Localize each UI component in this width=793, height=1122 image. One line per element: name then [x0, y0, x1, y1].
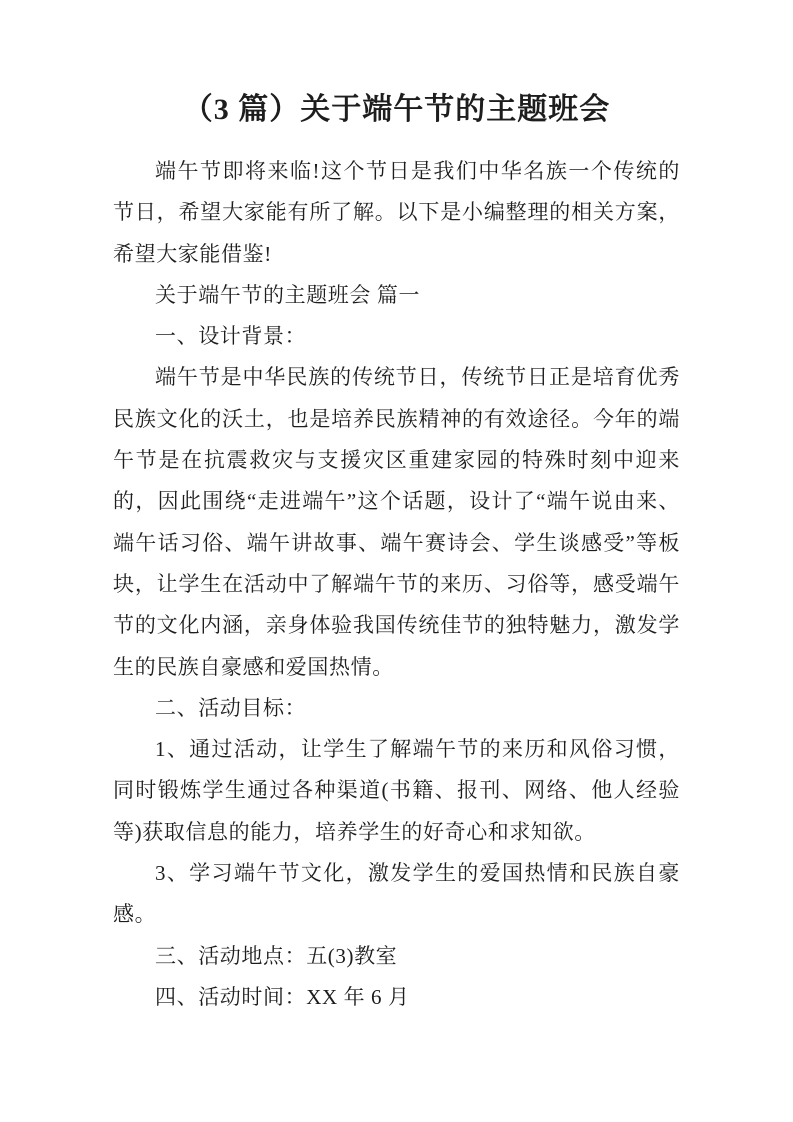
paragraph: 四、活动时间：XX 年 6 月	[155, 984, 410, 1009]
paragraph: 端午节即将来临!这个节日是我们中华名族一个传统的节日，希望大家能有所了解。以下是小编整理的相关方案，希望大家能借鉴!	[113, 159, 680, 266]
paragraph: 一、设计背景：	[155, 324, 307, 349]
document-title: （3 篇）关于端午节的主题班会	[182, 93, 611, 126]
paragraph: 关于端午节的主题班会 篇一	[155, 282, 421, 307]
paragraph: 端午节是中华民族的传统节日，传统节日正是培育优秀民族文化的沃土，也是培养民族精神的有效途径。今年的端午节是在抗震救灾与支援灾区重建家园的特殊时刻中迎来的，因此围绕“走进端午”这个话题，设计了“端午说由来、端午话习俗、端午讲故事、端午赛诗会、学生谈感受”等板块，让学生在活动中了解端午节的来历、习俗等，感受端午节的文化内涵，亲身体验我国传统佳节的独特魅力，激发学生的民族自豪感和爱国热情。	[113, 365, 680, 679]
paragraph: 三、活动地点：五(3)教室	[155, 943, 398, 968]
document-body	[113, 151, 680, 1018]
paragraph: 1、通过活动，让学生了解端午节的来历和风俗习惯，同时锻炼学生通过各种渠道(书籍、报刊、网络、他人经验等)获取信息的能力，培养学生的好奇心和求知欲。	[113, 737, 680, 844]
paragraph: 二、活动目标：	[155, 695, 307, 720]
paragraph: 3、学习端午节文化，激发学生的爱国热情和民族自豪感。	[113, 861, 680, 927]
